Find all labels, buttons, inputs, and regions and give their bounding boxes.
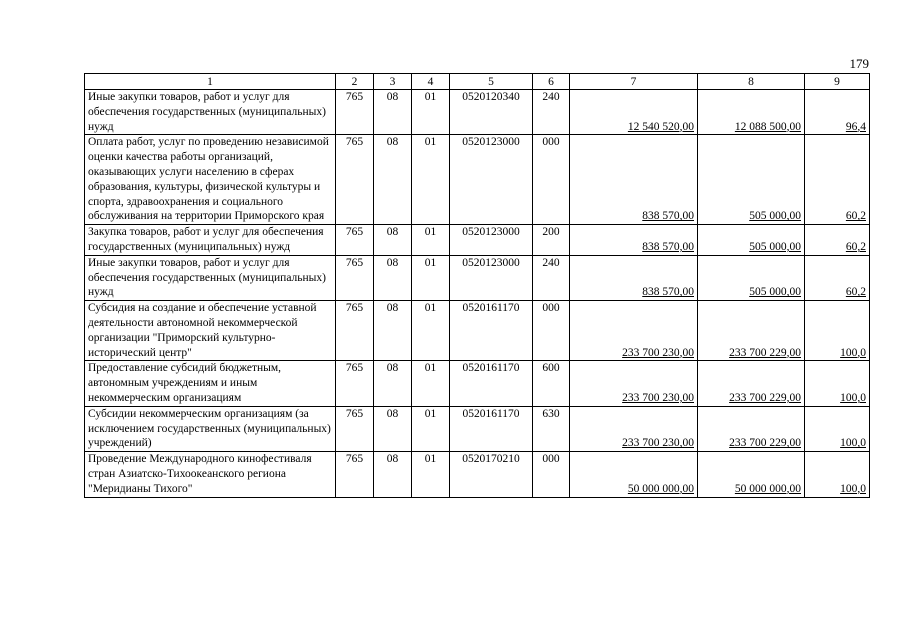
column-header: 9 bbox=[805, 74, 870, 90]
row-name: Оплата работ, услуг по проведению независимой оценки качества работы организаций, оказывающих услуги населению в сферах образования, культуры, физической культуры и спорта, здравоохранения и социального обслуживания на территории Приморского края bbox=[85, 135, 336, 225]
page-number: 179 bbox=[849, 56, 869, 71]
row-expense-type-code: 240 bbox=[533, 90, 570, 135]
row-target-code: 0520161170 bbox=[450, 301, 533, 361]
row-target-code: 0520161170 bbox=[450, 406, 533, 451]
row-section-code: 08 bbox=[374, 452, 412, 497]
row-percent: 60,2 bbox=[805, 255, 870, 300]
row-name: Субсидия на создание и обеспечение уставной деятельности автономной некоммерческой организации "Приморский культурно-исторический центр" bbox=[85, 301, 336, 361]
row-actual-amount: 505 000,00 bbox=[698, 225, 805, 256]
row-name: Иные закупки товаров, работ и услуг для обеспечения государственных (муниципальных) нужд bbox=[85, 90, 336, 135]
table-row bbox=[85, 255, 870, 300]
row-expense-type-code: 600 bbox=[533, 361, 570, 406]
row-percent: 60,2 bbox=[805, 225, 870, 256]
row-actual-amount: 233 700 229,00 bbox=[698, 301, 805, 361]
row-planned-amount: 12 540 520,00 bbox=[570, 90, 698, 135]
row-ministry-code: 765 bbox=[336, 406, 374, 451]
row-actual-amount: 505 000,00 bbox=[698, 135, 805, 225]
row-percent: 100,0 bbox=[805, 361, 870, 406]
budget-table bbox=[84, 73, 870, 498]
row-expense-type-code: 240 bbox=[533, 255, 570, 300]
row-name: Иные закупки товаров, работ и услуг для обеспечения государственных (муниципальных) нужд bbox=[85, 255, 336, 300]
row-planned-amount: 50 000 000,00 bbox=[570, 452, 698, 497]
row-actual-amount: 233 700 229,00 bbox=[698, 406, 805, 451]
row-section-code: 08 bbox=[374, 90, 412, 135]
row-expense-type-code: 000 bbox=[533, 452, 570, 497]
row-subsection-code: 01 bbox=[412, 361, 450, 406]
row-planned-amount: 838 570,00 bbox=[570, 255, 698, 300]
row-subsection-code: 01 bbox=[412, 225, 450, 256]
row-section-code: 08 bbox=[374, 301, 412, 361]
row-ministry-code: 765 bbox=[336, 361, 374, 406]
row-section-code: 08 bbox=[374, 255, 412, 300]
row-planned-amount: 233 700 230,00 bbox=[570, 361, 698, 406]
table-header-row bbox=[85, 74, 870, 90]
row-actual-amount: 505 000,00 bbox=[698, 255, 805, 300]
row-target-code: 0520123000 bbox=[450, 135, 533, 225]
row-expense-type-code: 000 bbox=[533, 301, 570, 361]
table-row bbox=[85, 452, 870, 497]
row-planned-amount: 233 700 230,00 bbox=[570, 301, 698, 361]
column-header: 2 bbox=[336, 74, 374, 90]
row-planned-amount: 838 570,00 bbox=[570, 135, 698, 225]
table-row bbox=[85, 135, 870, 225]
row-section-code: 08 bbox=[374, 361, 412, 406]
row-name: Предоставление субсидий бюджетным, автономным учреждениям и иным некоммерческим организациям bbox=[85, 361, 336, 406]
row-ministry-code: 765 bbox=[336, 452, 374, 497]
row-subsection-code: 01 bbox=[412, 90, 450, 135]
row-planned-amount: 838 570,00 bbox=[570, 225, 698, 256]
row-percent: 100,0 bbox=[805, 406, 870, 451]
row-name: Закупка товаров, работ и услуг для обеспечения государственных (муниципальных) нужд bbox=[85, 225, 336, 256]
row-target-code: 0520123000 bbox=[450, 255, 533, 300]
row-section-code: 08 bbox=[374, 406, 412, 451]
column-header: 4 bbox=[412, 74, 450, 90]
column-header: 8 bbox=[698, 74, 805, 90]
column-header: 5 bbox=[450, 74, 533, 90]
row-section-code: 08 bbox=[374, 225, 412, 256]
row-subsection-code: 01 bbox=[412, 255, 450, 300]
row-percent: 60,2 bbox=[805, 135, 870, 225]
row-percent: 100,0 bbox=[805, 452, 870, 497]
row-actual-amount: 12 088 500,00 bbox=[698, 90, 805, 135]
row-name: Проведение Международного кинофестиваля стран Азиатско-Тихоокеанского региона "Меридианы Тихого" bbox=[85, 452, 336, 497]
row-ministry-code: 765 bbox=[336, 225, 374, 256]
column-header: 3 bbox=[374, 74, 412, 90]
row-target-code: 0520120340 bbox=[450, 90, 533, 135]
row-ministry-code: 765 bbox=[336, 255, 374, 300]
row-target-code: 0520170210 bbox=[450, 452, 533, 497]
table-row bbox=[85, 406, 870, 451]
row-percent: 96,4 bbox=[805, 90, 870, 135]
row-expense-type-code: 200 bbox=[533, 225, 570, 256]
table-row bbox=[85, 301, 870, 361]
row-ministry-code: 765 bbox=[336, 301, 374, 361]
row-target-code: 0520161170 bbox=[450, 361, 533, 406]
table-row bbox=[85, 90, 870, 135]
row-target-code: 0520123000 bbox=[450, 225, 533, 256]
row-actual-amount: 233 700 229,00 bbox=[698, 361, 805, 406]
row-subsection-code: 01 bbox=[412, 301, 450, 361]
row-subsection-code: 01 bbox=[412, 452, 450, 497]
row-ministry-code: 765 bbox=[336, 90, 374, 135]
column-header: 6 bbox=[533, 74, 570, 90]
column-header: 1 bbox=[85, 74, 336, 90]
row-expense-type-code: 630 bbox=[533, 406, 570, 451]
row-section-code: 08 bbox=[374, 135, 412, 225]
table-row bbox=[85, 361, 870, 406]
row-name: Субсидии некоммерческим организациям (за исключением государственных (муниципальных) учреждений) bbox=[85, 406, 336, 451]
row-subsection-code: 01 bbox=[412, 406, 450, 451]
row-subsection-code: 01 bbox=[412, 135, 450, 225]
row-ministry-code: 765 bbox=[336, 135, 374, 225]
column-header: 7 bbox=[570, 74, 698, 90]
table-row bbox=[85, 225, 870, 256]
row-percent: 100,0 bbox=[805, 301, 870, 361]
row-actual-amount: 50 000 000,00 bbox=[698, 452, 805, 497]
row-planned-amount: 233 700 230,00 bbox=[570, 406, 698, 451]
row-expense-type-code: 000 bbox=[533, 135, 570, 225]
